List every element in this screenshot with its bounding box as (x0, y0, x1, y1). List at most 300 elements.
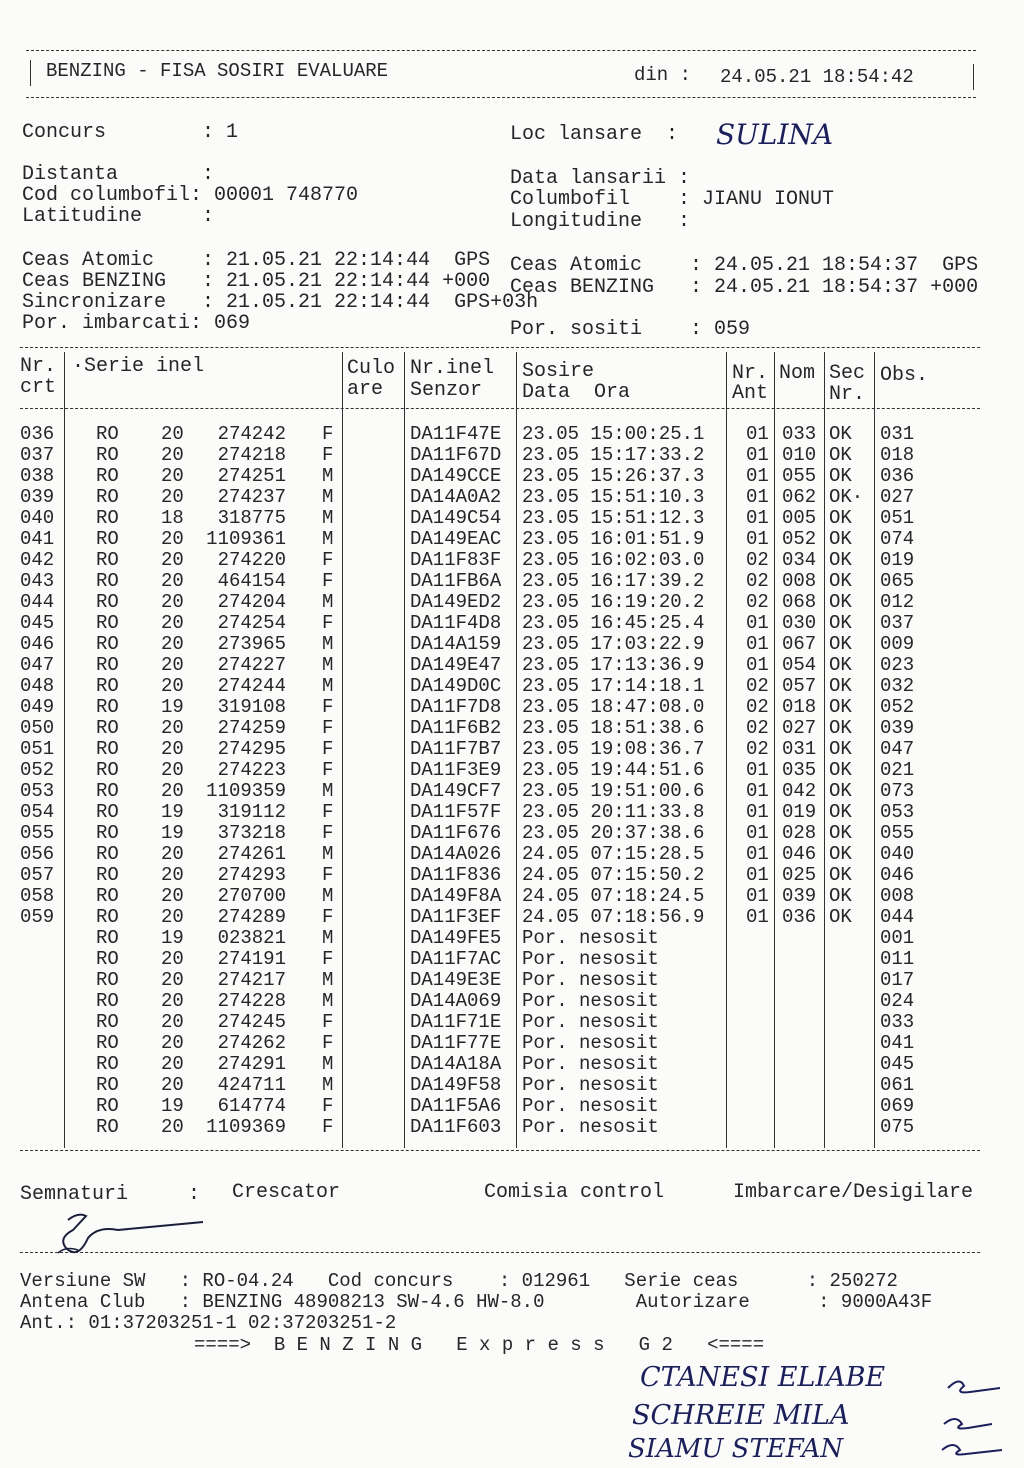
row-arrival: Por. nesosit (522, 990, 659, 1012)
row-sec: OK (829, 759, 852, 781)
row-sex: F (322, 864, 334, 886)
row-ring-number: 1109369 (206, 1116, 286, 1138)
row-antenna: 01 (746, 822, 769, 844)
row-ring-number: 424711 (217, 1074, 286, 1096)
row-sex: M (322, 885, 334, 907)
row-arrival: Por. nesosit (522, 1011, 659, 1033)
row-year: 20 (161, 990, 184, 1012)
table-row (0, 592, 1024, 613)
semnaturi-label: Semnaturi : (20, 1183, 201, 1206)
row-crt: 058 (20, 885, 55, 907)
columbofil: Columbofil : JIANU IONUT (510, 188, 835, 211)
row-ring-number: 270700 (217, 885, 286, 907)
concurs: Concurs : 1 (22, 121, 239, 144)
row-arrival: 24.05 07:18:56.9 (522, 906, 705, 928)
row-country: RO (96, 1116, 119, 1138)
row-year: 20 (161, 1032, 184, 1054)
row-antenna: 01 (746, 843, 769, 865)
row-arrival: 23.05 19:44:51.6 (522, 759, 705, 781)
row-ring-number: 274259 (217, 717, 286, 739)
longitudine: Longitudine : (510, 210, 691, 233)
row-crt: 037 (20, 444, 55, 466)
table-row (0, 1054, 1024, 1075)
table-row (0, 760, 1024, 781)
table-row (0, 781, 1024, 802)
row-obs: 009 (880, 633, 915, 655)
row-country: RO (96, 1032, 119, 1054)
row-arrival: Por. nesosit (522, 927, 659, 949)
table-row (0, 991, 1024, 1012)
row-nom: 046 (782, 843, 817, 865)
row-nom: 031 (782, 738, 817, 760)
hdr-crt: crt (20, 376, 57, 399)
row-ring-number: 274244 (217, 675, 286, 697)
left-clock-3: Sincronizare : 21.05.21 22:14:44 GPS+03h (22, 291, 539, 314)
row-nom: 034 (782, 549, 817, 571)
row-crt: 050 (20, 717, 55, 739)
row-sec: OK (829, 612, 852, 634)
table-row (0, 676, 1024, 697)
row-obs: 008 (880, 885, 915, 907)
row-sex: M (322, 969, 334, 991)
row-country: RO (96, 507, 119, 529)
row-arrival: 23.05 20:37:38.6 (522, 822, 705, 844)
row-year: 20 (161, 843, 184, 865)
row-sec: OK (829, 654, 852, 676)
row-sensor: DA11F836 (410, 864, 502, 886)
row-ring-number: 1109361 (206, 528, 286, 550)
committee-signature-marks (940, 1368, 1010, 1458)
row-sex: M (322, 465, 334, 487)
row-year: 20 (161, 738, 184, 760)
row-sensor: DA11F83F (410, 549, 502, 571)
latitudine: Latitudine : (22, 205, 215, 228)
por-sositi: Por. sositi : 059 (510, 318, 751, 341)
table-row (0, 655, 1024, 676)
row-nom: 018 (782, 696, 817, 718)
row-sensor: DA14A069 (410, 990, 502, 1012)
table-row (0, 949, 1024, 970)
row-antenna: 02 (746, 717, 769, 739)
row-year: 20 (161, 675, 184, 697)
imbarcare-label: Imbarcare/Desigilare (733, 1181, 974, 1204)
row-year: 19 (161, 927, 184, 949)
row-sex: M (322, 780, 334, 802)
row-sex: M (322, 843, 334, 865)
row-sensor: DA11F5A6 (410, 1095, 502, 1117)
row-nom: 028 (782, 822, 817, 844)
row-year: 20 (161, 549, 184, 571)
row-nom: 010 (782, 444, 817, 466)
row-obs: 069 (880, 1095, 915, 1117)
row-obs: 075 (880, 1116, 915, 1138)
row-crt: 051 (20, 738, 55, 760)
row-country: RO (96, 864, 119, 886)
row-arrival: Por. nesosit (522, 1074, 659, 1096)
row-ring-number: 274254 (217, 612, 286, 634)
table-row (0, 802, 1024, 823)
row-country: RO (96, 675, 119, 697)
row-ring-number: 464154 (217, 570, 286, 592)
row-country: RO (96, 759, 119, 781)
row-arrival: 23.05 16:02:03.0 (522, 549, 705, 571)
row-sensor: DA149F58 (410, 1074, 502, 1096)
row-nom: 054 (782, 654, 817, 676)
row-sensor: DA149E47 (410, 654, 502, 676)
hdr-senzor: Senzor (410, 379, 483, 402)
row-obs: 021 (880, 759, 915, 781)
hdr-sec: Sec (829, 362, 866, 385)
row-year: 20 (161, 948, 184, 970)
row-ring-number: 319108 (217, 696, 286, 718)
row-sensor: DA11F7B7 (410, 738, 502, 760)
table-row (0, 844, 1024, 865)
hdr-ant: Ant (732, 382, 769, 405)
row-sec: OK (829, 423, 852, 445)
row-nom: 033 (782, 423, 817, 445)
row-obs: 012 (880, 591, 915, 613)
row-sex: F (322, 948, 334, 970)
row-year: 20 (161, 780, 184, 802)
row-country: RO (96, 843, 119, 865)
row-obs: 047 (880, 738, 915, 760)
row-arrival: 24.05 07:15:50.2 (522, 864, 705, 886)
row-arrival: 23.05 15:26:37.3 (522, 465, 705, 487)
row-ring-number: 274291 (217, 1053, 286, 1075)
row-nom: 062 (782, 486, 817, 508)
hdr-serie-inel: ·Serie inel (72, 355, 205, 378)
row-arrival: 23.05 17:13:36.9 (522, 654, 705, 676)
row-sensor: DA11F67D (410, 444, 502, 466)
row-ring-number: 274217 (217, 969, 286, 991)
row-antenna: 01 (746, 885, 769, 907)
row-antenna: 01 (746, 654, 769, 676)
row-country: RO (96, 570, 119, 592)
hdr-culo: Culo (347, 357, 396, 380)
row-ring-number: 274289 (217, 906, 286, 928)
row-sensor: DA11F7AC (410, 948, 502, 970)
table-row (0, 970, 1024, 991)
row-year: 19 (161, 801, 184, 823)
row-nom: 067 (782, 633, 817, 655)
row-country: RO (96, 591, 119, 613)
row-year: 20 (161, 864, 184, 886)
row-obs: 052 (880, 696, 915, 718)
por-imbarcati: Por. imbarcati: 069 (22, 312, 251, 335)
table-row (0, 634, 1024, 655)
row-country: RO (96, 1011, 119, 1033)
row-antenna: 01 (746, 864, 769, 886)
row-sensor: DA11F3E9 (410, 759, 502, 781)
row-year: 20 (161, 906, 184, 928)
row-country: RO (96, 801, 119, 823)
row-ring-number: 1109359 (206, 780, 286, 802)
row-obs: 074 (880, 528, 915, 550)
table-row (0, 445, 1024, 466)
row-crt: 056 (20, 843, 55, 865)
row-antenna: 01 (746, 528, 769, 550)
hdr-sosire: Sosire (522, 360, 595, 383)
row-sex: F (322, 906, 334, 928)
row-obs: 039 (880, 717, 915, 739)
row-sex: M (322, 507, 334, 529)
row-antenna: 02 (746, 549, 769, 571)
row-arrival: 23.05 19:51:00.6 (522, 780, 705, 802)
row-obs: 044 (880, 906, 915, 928)
row-year: 20 (161, 465, 184, 487)
hdr-data-ora: Data Ora (522, 381, 631, 404)
row-obs: 053 (880, 801, 915, 823)
row-ring-number: 274228 (217, 990, 286, 1012)
row-ring-number: 274245 (217, 1011, 286, 1033)
row-sec: OK (829, 738, 852, 760)
row-sensor: DA11F676 (410, 822, 502, 844)
row-sensor: DA11F6B2 (410, 717, 502, 739)
loc-lansare-label: Loc lansare : (510, 123, 679, 146)
row-antenna: 01 (746, 801, 769, 823)
row-country: RO (96, 717, 119, 739)
row-sec: OK (829, 717, 852, 739)
din-label: din : (634, 64, 692, 86)
row-arrival: Por. nesosit (522, 1053, 659, 1075)
row-year: 20 (161, 1011, 184, 1033)
row-obs: 018 (880, 444, 915, 466)
row-sec: OK (829, 780, 852, 802)
row-sex: M (322, 1053, 334, 1075)
table-row (0, 1012, 1024, 1033)
row-sensor: DA11F71E (410, 1011, 502, 1033)
row-ring-number: 274227 (217, 654, 286, 676)
table-row (0, 1117, 1024, 1138)
row-obs: 061 (880, 1074, 915, 1096)
row-arrival: 23.05 16:17:39.2 (522, 570, 705, 592)
row-antenna: 01 (746, 444, 769, 466)
row-year: 20 (161, 1053, 184, 1075)
row-antenna: 01 (746, 507, 769, 529)
row-sec: OK (829, 465, 852, 487)
row-year: 20 (161, 1116, 184, 1138)
table-row (0, 823, 1024, 844)
row-obs: 037 (880, 612, 915, 634)
row-ring-number: 319112 (217, 801, 286, 823)
row-arrival: 23.05 15:00:25.1 (522, 423, 705, 445)
row-sex: M (322, 654, 334, 676)
row-sex: F (322, 570, 334, 592)
comisia-label: Comisia control (484, 1181, 665, 1204)
row-sensor: DA149D0C (410, 675, 502, 697)
row-sensor: DA149F8A (410, 885, 502, 907)
row-sex: F (322, 801, 334, 823)
row-arrival: 23.05 19:08:36.7 (522, 738, 705, 760)
row-crt: 043 (20, 570, 55, 592)
row-crt: 041 (20, 528, 55, 550)
table-row (0, 1075, 1024, 1096)
row-country: RO (96, 906, 119, 928)
table-row (0, 907, 1024, 928)
row-sec: OK (829, 885, 852, 907)
row-sec: OK (829, 507, 852, 529)
row-ring-number: 023821 (217, 927, 286, 949)
left-clock-1: Ceas Atomic : 21.05.21 22:14:44 GPS (22, 249, 491, 272)
row-sec: OK (829, 570, 852, 592)
row-nom: 008 (782, 570, 817, 592)
table-row (0, 571, 1024, 592)
row-obs: 041 (880, 1032, 915, 1054)
row-sex: M (322, 486, 334, 508)
row-crt: 045 (20, 612, 55, 634)
row-sensor: DA11F47E (410, 423, 502, 445)
row-sensor: DA149CCE (410, 465, 502, 487)
table-row (0, 487, 1024, 508)
row-sensor: DA14A026 (410, 843, 502, 865)
row-arrival: 23.05 18:51:38.6 (522, 717, 705, 739)
row-nom: 057 (782, 675, 817, 697)
row-ring-number: 274293 (217, 864, 286, 886)
row-sensor: DA11F4D8 (410, 612, 502, 634)
row-sensor: DA14A18A (410, 1053, 502, 1075)
row-nom: 035 (782, 759, 817, 781)
row-arrival: Por. nesosit (522, 948, 659, 970)
left-clock-2: Ceas BENZING : 21.05.21 22:14:44 +000 (22, 270, 491, 293)
row-arrival: 24.05 07:15:28.5 (522, 843, 705, 865)
row-crt: 042 (20, 549, 55, 571)
hdr-sec-nr: Nr. (829, 383, 866, 406)
row-sex: F (322, 738, 334, 760)
row-sec: OK (829, 906, 852, 928)
row-arrival: 24.05 07:18:24.5 (522, 885, 705, 907)
crescator-signature (38, 1208, 218, 1268)
row-crt: 036 (20, 423, 55, 445)
row-sex: F (322, 1011, 334, 1033)
row-sensor: DA11F77E (410, 1032, 502, 1054)
row-sex: M (322, 528, 334, 550)
row-sex: M (322, 990, 334, 1012)
row-year: 20 (161, 528, 184, 550)
row-antenna: 01 (746, 906, 769, 928)
table-row (0, 1033, 1024, 1054)
row-sec: OK (829, 696, 852, 718)
row-sex: M (322, 1074, 334, 1096)
row-ring-number: 614774 (217, 1095, 286, 1117)
crescator-label: Crescator (232, 1181, 341, 1204)
row-country: RO (96, 549, 119, 571)
row-obs: 036 (880, 465, 915, 487)
row-sensor: DA149FE5 (410, 927, 502, 949)
row-sex: F (322, 1116, 334, 1138)
hdr-nr-ant: Nr. (732, 362, 769, 385)
row-obs: 011 (880, 948, 915, 970)
row-arrival: Por. nesosit (522, 1116, 659, 1138)
row-nom: 055 (782, 465, 817, 487)
row-arrival: 23.05 17:14:18.1 (522, 675, 705, 697)
row-country: RO (96, 696, 119, 718)
table-row (0, 1096, 1024, 1117)
table-row (0, 508, 1024, 529)
row-crt: 039 (20, 486, 55, 508)
table-row (0, 424, 1024, 445)
row-sensor: DA14A159 (410, 633, 502, 655)
row-antenna: 02 (746, 696, 769, 718)
row-country: RO (96, 969, 119, 991)
row-antenna: 01 (746, 486, 769, 508)
row-crt: 048 (20, 675, 55, 697)
row-obs: 046 (880, 864, 915, 886)
right-clock-2: Ceas BENZING : 24.05.21 18:54:37 +000 (510, 276, 979, 299)
row-antenna: 01 (746, 423, 769, 445)
row-sec: OK (829, 633, 852, 655)
row-year: 19 (161, 696, 184, 718)
row-nom: 068 (782, 591, 817, 613)
row-country: RO (96, 885, 119, 907)
row-year: 20 (161, 633, 184, 655)
row-country: RO (96, 1053, 119, 1075)
row-arrival: 23.05 18:47:08.0 (522, 696, 705, 718)
row-year: 20 (161, 486, 184, 508)
row-sensor: DA149EAC (410, 528, 502, 550)
row-year: 20 (161, 612, 184, 634)
row-country: RO (96, 633, 119, 655)
row-ring-number: 274218 (217, 444, 286, 466)
row-ring-number: 274295 (217, 738, 286, 760)
row-antenna: 01 (746, 612, 769, 634)
row-country: RO (96, 612, 119, 634)
row-obs: 055 (880, 822, 915, 844)
row-sec: OK (829, 822, 852, 844)
row-antenna: 01 (746, 633, 769, 655)
footer-line-3: Ant.: 01:37203251-1 02:37203251-2 (20, 1312, 397, 1334)
row-nom: 005 (782, 507, 817, 529)
row-crt: 040 (20, 507, 55, 529)
row-crt: 054 (20, 801, 55, 823)
row-sensor: DA11FB6A (410, 570, 502, 592)
row-obs: 040 (880, 843, 915, 865)
row-country: RO (96, 1095, 119, 1117)
handwritten-name-1: CTANESI ELIABE (640, 1362, 886, 1393)
row-obs: 001 (880, 927, 915, 949)
row-nom: 019 (782, 801, 817, 823)
row-sec: OK (829, 528, 852, 550)
row-sec: OK (829, 843, 852, 865)
row-ring-number: 274242 (217, 423, 286, 445)
table-row (0, 886, 1024, 907)
row-sensor: DA11F3EF (410, 906, 502, 928)
footer-line-1: Versiune SW : RO-04.24 Cod concurs : 012961 Serie ceas : 250272 (20, 1270, 898, 1292)
row-arrival: 23.05 16:19:20.2 (522, 591, 705, 613)
row-sex: M (322, 927, 334, 949)
row-crt: 059 (20, 906, 55, 928)
row-country: RO (96, 1074, 119, 1096)
hdr-are: are (347, 378, 384, 401)
row-crt: 044 (20, 591, 55, 613)
row-country: RO (96, 822, 119, 844)
row-country: RO (96, 423, 119, 445)
row-year: 20 (161, 759, 184, 781)
row-sensor: DA149ED2 (410, 591, 502, 613)
row-obs: 019 (880, 549, 915, 571)
row-sensor: DA14A0A2 (410, 486, 502, 508)
row-sensor: DA149C54 (410, 507, 502, 529)
row-year: 20 (161, 885, 184, 907)
right-clock-1: Ceas Atomic : 24.05.21 18:54:37 GPS (510, 254, 979, 277)
row-nom: 042 (782, 780, 817, 802)
table-row (0, 739, 1024, 760)
row-year: 20 (161, 444, 184, 466)
row-country: RO (96, 990, 119, 1012)
row-country: RO (96, 486, 119, 508)
footer-line-2: Antena Club : BENZING 48908213 SW-4.6 HW-8.0 Autorizare : 9000A43F (20, 1291, 933, 1313)
row-antenna: 02 (746, 591, 769, 613)
hdr-nr-inel: Nr.inel (410, 357, 495, 380)
